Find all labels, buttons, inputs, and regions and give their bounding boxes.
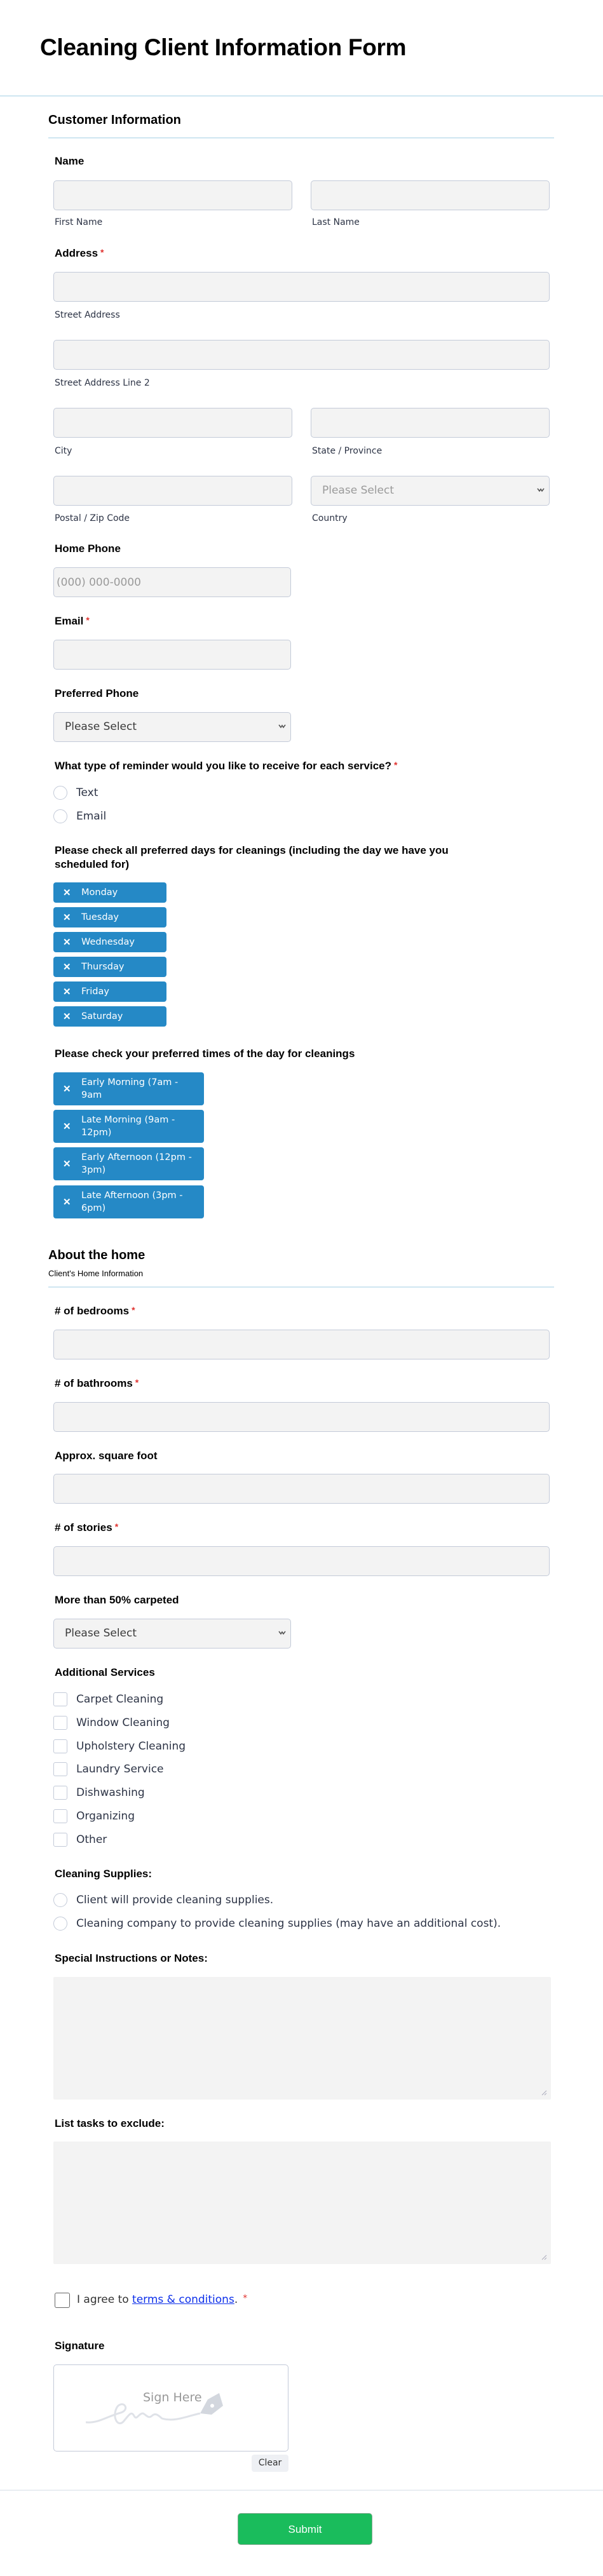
service-checkbox-laundry[interactable] <box>53 1762 67 1776</box>
carpeted-select[interactable] <box>53 1619 291 1649</box>
remove-x-icon[interactable]: ✕ <box>63 1121 71 1132</box>
supplies-client-radio[interactable] <box>53 1893 67 1907</box>
sqft-input[interactable] <box>53 1474 550 1504</box>
service-label: Carpet Cleaning <box>76 1693 164 1706</box>
supplies-company-radio[interactable] <box>53 1917 67 1931</box>
terms-text: I agree to terms & conditions. * <box>77 2293 248 2306</box>
first-name-sublabel: First Name <box>55 217 103 227</box>
required-mark: * <box>100 247 104 257</box>
chevron-down-icon <box>536 485 545 494</box>
reminder-text-label: Text <box>76 786 98 799</box>
remove-x-icon[interactable]: ✕ <box>63 987 71 997</box>
required-mark: * <box>132 1305 135 1315</box>
email-input[interactable] <box>53 640 291 670</box>
stories-label: # of stories * <box>55 1521 119 1534</box>
chevron-down-icon <box>278 1628 287 1637</box>
special-instructions-textarea[interactable] <box>53 1977 551 2100</box>
home-phone-label: Home Phone <box>55 543 121 555</box>
postal-code-input[interactable] <box>53 476 292 506</box>
special-instructions-label: Special Instructions or Notes: <box>55 1952 208 1964</box>
section-subtitle-home: Client's Home Information <box>48 1269 144 1278</box>
bedrooms-label: # of bedrooms * <box>55 1305 135 1317</box>
remove-x-icon[interactable]: ✕ <box>63 937 71 948</box>
remove-x-icon[interactable]: ✕ <box>63 887 71 898</box>
service-checkbox-other[interactable] <box>53 1833 67 1847</box>
service-label: Upholstery Cleaning <box>76 1740 186 1753</box>
email-label: Email * <box>55 615 90 627</box>
resize-grip-icon[interactable] <box>541 2254 547 2260</box>
service-checkbox-window[interactable] <box>53 1716 67 1730</box>
terms-link[interactable]: terms & conditions <box>132 2293 234 2306</box>
reminder-email-radio[interactable] <box>53 809 67 823</box>
preferred-phone-select[interactable] <box>53 712 291 742</box>
submit-button[interactable]: Submit <box>238 2513 372 2545</box>
time-chip-late-morning[interactable]: ✕ Late Morning (9am - 12pm) <box>53 1110 204 1143</box>
remove-x-icon[interactable]: ✕ <box>63 1011 71 1022</box>
street-address-line2-sublabel: Street Address Line 2 <box>55 378 150 388</box>
last-name-input[interactable] <box>311 180 550 210</box>
country-sublabel: Country <box>312 513 348 523</box>
first-name-input[interactable] <box>53 180 292 210</box>
city-sublabel: City <box>55 446 72 456</box>
sqft-label: Approx. square foot <box>55 1450 158 1462</box>
carpeted-label: More than 50% carpeted <box>55 1594 179 1606</box>
required-mark: * <box>114 1521 119 1532</box>
time-chip-early-morning[interactable]: ✕ Early Morning (7am - 9am <box>53 1072 204 1105</box>
street-address-input[interactable] <box>53 272 550 302</box>
country-select[interactable] <box>311 476 550 506</box>
required-mark: * <box>135 1377 139 1387</box>
exclude-tasks-label: List tasks to exclude: <box>55 2117 165 2129</box>
day-chip-monday[interactable]: ✕ Monday <box>53 882 166 903</box>
stories-input[interactable] <box>53 1546 550 1576</box>
day-chip-tuesday[interactable]: ✕ Tuesday <box>53 907 166 927</box>
section-title-customer: Customer Information <box>48 113 181 127</box>
signature-placeholder: Sign Here <box>143 2391 202 2404</box>
service-label: Dishwashing <box>76 1786 145 1799</box>
bathrooms-label: # of bathrooms * <box>55 1377 139 1389</box>
section-title-home: About the home <box>48 1248 146 1262</box>
remove-x-icon[interactable]: ✕ <box>63 1159 71 1170</box>
postal-code-sublabel: Postal / Zip Code <box>55 513 130 523</box>
signature-label: Signature <box>55 2340 105 2352</box>
service-label: Other <box>76 1833 107 1846</box>
resize-grip-icon[interactable] <box>541 2089 547 2096</box>
day-chip-friday[interactable]: ✕ Friday <box>53 981 166 1002</box>
street-address-sublabel: Street Address <box>55 310 120 320</box>
time-chip-early-afternoon[interactable]: ✕ Early Afternoon (12pm - 3pm) <box>53 1147 204 1180</box>
clear-signature-button[interactable]: Clear <box>252 2455 288 2472</box>
required-mark: * <box>86 615 90 625</box>
day-chip-thursday[interactable]: ✕ Thursday <box>53 957 166 977</box>
time-chip-late-afternoon[interactable]: ✕ Late Afternoon (3pm - 6pm) <box>53 1185 204 1218</box>
carpeted-select-value: Please Select <box>65 1627 137 1640</box>
additional-services-label: Additional Services <box>55 1666 155 1678</box>
preferred-phone-select-value: Please Select <box>65 720 137 733</box>
address-label: Address * <box>55 247 104 259</box>
reminder-label: What type of reminder would you like to receive for each service? * <box>55 760 398 772</box>
header-divider <box>0 95 603 97</box>
footer-divider <box>0 2490 603 2491</box>
remove-x-icon[interactable]: ✕ <box>63 912 71 923</box>
section-divider <box>48 137 554 138</box>
last-name-sublabel: Last Name <box>312 217 360 227</box>
name-label: Name <box>55 155 85 167</box>
required-mark: * <box>394 760 398 770</box>
day-chip-wednesday[interactable]: ✕ Wednesday <box>53 932 166 952</box>
service-checkbox-carpet[interactable] <box>53 1692 67 1706</box>
signature-pen-icon <box>86 2391 257 2429</box>
remove-x-icon[interactable]: ✕ <box>63 1084 71 1095</box>
supplies-client-label: Client will provide cleaning supplies. <box>76 1894 274 1906</box>
home-phone-placeholder: (000) 000-0000 <box>57 576 141 589</box>
reminder-email-label: Email <box>76 810 107 823</box>
service-checkbox-upholstery[interactable] <box>53 1739 67 1753</box>
supplies-label: Cleaning Supplies: <box>55 1868 152 1880</box>
form-title: Cleaning Client Information Form <box>40 34 407 60</box>
supplies-company-label: Cleaning company to provide cleaning supplies (may have an additional cost). <box>76 1917 501 1930</box>
state-sublabel: State / Province <box>312 446 383 456</box>
preferred-phone-label: Preferred Phone <box>55 687 139 699</box>
bedrooms-input[interactable] <box>53 1330 550 1359</box>
signature-pad[interactable] <box>53 2364 288 2451</box>
country-select-value: Please Select <box>322 484 395 497</box>
street-address-line2-input[interactable] <box>53 340 550 370</box>
remove-x-icon[interactable]: ✕ <box>63 1197 71 1208</box>
remove-x-icon[interactable]: ✕ <box>63 962 71 973</box>
chevron-down-icon <box>278 722 287 731</box>
service-label: Laundry Service <box>76 1763 164 1776</box>
terms-checkbox[interactable] <box>55 2293 70 2308</box>
service-checkbox-dishwashing[interactable] <box>53 1786 67 1800</box>
service-checkbox-organizing[interactable] <box>53 1809 67 1823</box>
required-mark: * <box>243 2293 248 2303</box>
section-divider <box>48 1286 554 1288</box>
home-phone-input[interactable] <box>53 567 291 597</box>
bathrooms-input[interactable] <box>53 1402 550 1432</box>
service-label: Organizing <box>76 1810 135 1823</box>
city-input[interactable] <box>53 408 292 438</box>
reminder-text-radio[interactable] <box>53 786 67 800</box>
times-label: Please check your preferred times of the day for cleanings <box>55 1048 355 1060</box>
day-chip-saturday[interactable]: ✕ Saturday <box>53 1006 166 1027</box>
days-label: Please check all preferred days for cleanings (including the day we have you scheduled for) <box>55 844 449 870</box>
exclude-tasks-textarea[interactable] <box>53 2141 551 2264</box>
state-input[interactable] <box>311 408 550 438</box>
service-label: Window Cleaning <box>76 1716 170 1729</box>
